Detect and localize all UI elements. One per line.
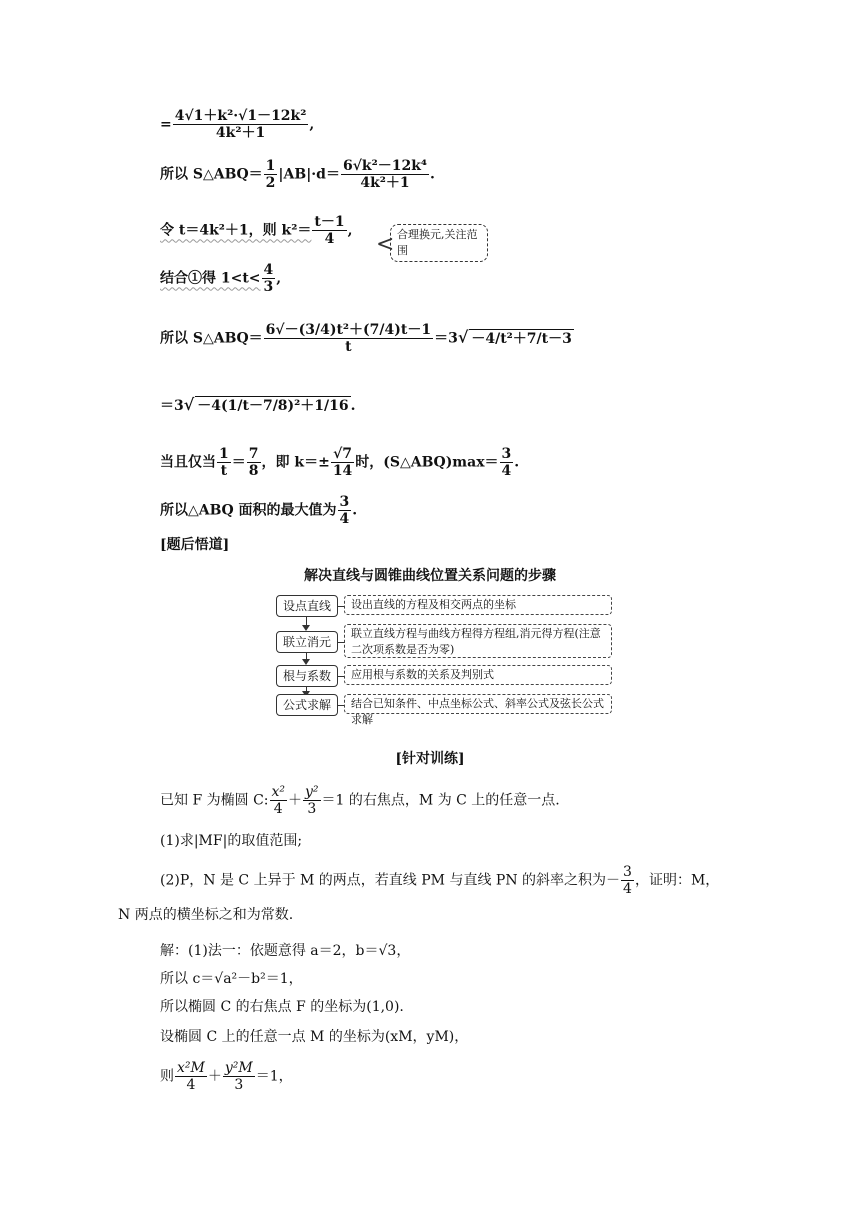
eq-text: .: [352, 502, 358, 519]
question-part-2: [160, 864, 719, 897]
numerator: 4: [263, 262, 274, 278]
eq-text: ,: [347, 222, 353, 239]
fraction: [341, 158, 429, 191]
flow-desc-2: 联立直线方程与曲线方程得方程组,消元得方程(注意二次项系数是否为零): [344, 624, 612, 658]
denominator: 4: [186, 1077, 196, 1093]
denominator: 3: [307, 801, 317, 817]
eq-text: ,: [309, 116, 315, 133]
denominator: t: [345, 339, 352, 355]
eq-text: ＝3: [434, 330, 458, 347]
denominator: 14: [332, 463, 353, 479]
denominator: 4: [623, 881, 632, 897]
eq-text: ＋: [207, 1068, 222, 1085]
answer-line-2: 所以 c＝√a²－b²＝1，: [160, 971, 303, 987]
eq-text: .: [514, 454, 520, 471]
eq-text: (2)P，N 是 C 上异于 M 的两点，若直线 PM 与直线 PN 的斜率之积为－: [160, 872, 621, 889]
numerator: 7: [248, 446, 259, 462]
numerator: t－1: [314, 214, 345, 230]
eq-line-8: [160, 494, 357, 527]
denominator: 3: [263, 279, 274, 295]
eq-text: 时，(S△ABQ)max＝: [355, 454, 499, 471]
fraction: [500, 446, 514, 479]
eq-text: 所以△ABQ 面积的最大值为: [160, 502, 337, 519]
fraction: [303, 784, 321, 817]
flow-step-4: 公式求解: [276, 694, 338, 716]
eq-text: 已知 F 为椭圆 C:: [160, 792, 269, 809]
denominator: 4k²＋1: [215, 125, 266, 141]
eq-text: ，证明：M，: [634, 872, 720, 889]
eq-text: ＋: [288, 792, 303, 809]
eq-text: 所以 S△ABQ＝: [160, 166, 263, 183]
question-part-2-cont: N 两点的横坐标之和为常数.: [118, 907, 294, 923]
fraction: [173, 108, 309, 141]
denominator: 4: [501, 463, 512, 479]
eq-text: ，即 k＝±: [261, 454, 330, 471]
denominator: 4: [273, 801, 283, 817]
flow-step-3: 根与系数: [276, 665, 338, 687]
answer-line-4: 设椭圆 C 上的任意一点 M 的坐标为(xM，yM)，: [160, 1029, 469, 1045]
radicand: －4(1/t－7/8)²＋1/16: [197, 398, 349, 414]
flow-desc-1: 设出直线的方程及相交两点的坐标: [344, 595, 612, 615]
eq-text: 当且仅当: [160, 454, 216, 471]
eq-line-3: [160, 214, 352, 247]
eq-text: .: [430, 166, 435, 183]
flow-step-2: 联立消元: [276, 631, 338, 653]
denominator: 2: [265, 175, 276, 191]
fraction: [621, 864, 634, 897]
numerator: 6√k²－12k⁴: [342, 158, 428, 174]
fraction: [331, 446, 354, 479]
denominator: 3: [234, 1077, 244, 1093]
eq-line-5: [160, 322, 574, 355]
eq-line-1: [160, 108, 314, 141]
numerator: 6√－(3/4)t²＋(7/4)t－1: [265, 322, 432, 338]
flow-desc-4: 结合已知条件、中点坐标公式、斜率公式及弦长公式求解: [344, 694, 612, 714]
denominator: 4: [339, 511, 350, 527]
eq-text: 则: [160, 1068, 174, 1085]
fraction: [264, 322, 433, 355]
numerator: y²: [305, 784, 319, 800]
eq-text: ,: [276, 270, 282, 287]
fraction: [312, 214, 346, 247]
eq-line-7: [160, 446, 519, 479]
fraction: [338, 494, 352, 527]
numerator: 1: [219, 446, 229, 462]
denominator: 8: [248, 463, 259, 479]
eq-text: 所以 S△ABQ＝: [160, 330, 263, 347]
radicand: －4/t²＋7/t－3: [471, 330, 572, 347]
answer-line-5: [160, 1060, 293, 1093]
eq-line-2: [160, 158, 435, 191]
sqrt-sign: √: [183, 395, 195, 414]
fraction: [217, 446, 231, 479]
section-heading-reflection: [题后悟道]: [160, 537, 230, 553]
eq-text: ＝: [231, 454, 246, 471]
annotation-note: 合理换元,关注范围: [390, 224, 488, 262]
answer-line-1: 解：(1)法一：依题意得 a＝2，b＝√3，: [160, 943, 411, 959]
eq-text: =: [160, 116, 172, 133]
sqrt-sign: √: [457, 327, 469, 347]
section-heading-training: [针对训练]: [395, 751, 465, 767]
eq-text: ＝3: [160, 398, 184, 414]
fraction: [247, 446, 261, 479]
numerator: 4√1＋k²·√1－12k²: [174, 108, 307, 124]
answer-line-3: 所以椭圆 C 的右焦点 F 的坐标为(1,0).: [160, 999, 404, 1015]
fraction: [264, 158, 278, 191]
numerator: 3: [501, 446, 512, 462]
eq-text: 结合①得 1<t<: [160, 270, 261, 287]
eq-text: |AB|·d＝: [278, 166, 340, 183]
question-part-1: (1)求|MF|的取值范围;: [160, 833, 303, 849]
eq-text: ＝1，: [255, 1068, 293, 1085]
fraction: [270, 784, 288, 817]
fraction: [175, 1060, 207, 1093]
eq-line-4: [160, 262, 281, 295]
eq-line-6: [160, 396, 356, 415]
denominator: 4k²＋1: [360, 175, 410, 191]
denominator: t: [220, 463, 228, 479]
numerator: √7: [331, 446, 354, 463]
fraction: [223, 1060, 255, 1093]
note-bracket: <: [376, 232, 395, 257]
numerator: y²M: [224, 1060, 253, 1076]
numerator: 3: [623, 864, 632, 880]
eq-text: ＝1 的右焦点，M 为 C 上的任意一点.: [321, 792, 560, 809]
eq-text: 令 t＝4k²＋1，则 k²＝: [160, 222, 312, 239]
numerator: x²: [271, 784, 286, 800]
numerator: 1: [265, 158, 276, 174]
flow-step-1: 设点直线: [276, 595, 338, 617]
question-stem: [160, 784, 560, 817]
numerator: 3: [339, 494, 350, 510]
numerator: x²M: [177, 1060, 205, 1076]
flow-desc-3: 应用根与系数的关系及判别式: [344, 665, 612, 685]
eq-text: .: [350, 398, 356, 414]
flowchart-title: 解决直线与圆锥曲线位置关系问题的步骤: [304, 568, 556, 584]
denominator: 4: [324, 231, 335, 247]
fraction: [262, 262, 276, 295]
